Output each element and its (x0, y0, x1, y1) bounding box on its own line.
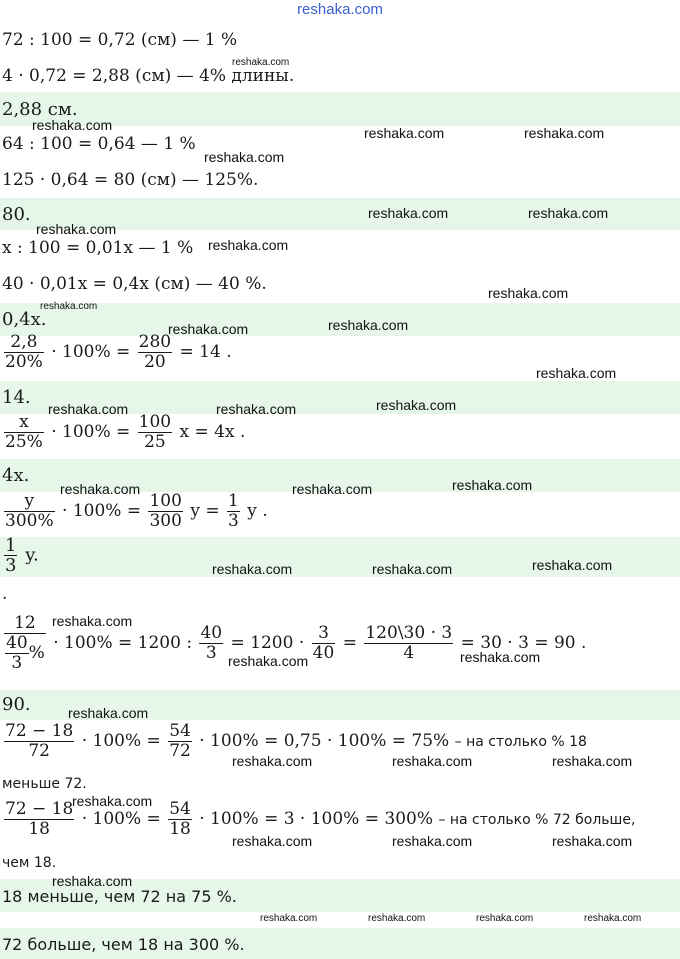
equation-text: = 14 . (179, 342, 232, 362)
solution-line: . (2, 584, 8, 604)
watermark: reshaka.com (584, 913, 642, 924)
fraction (5, 634, 29, 673)
equation-text: · 100% = (81, 809, 161, 829)
answer-line: 80. (2, 204, 31, 225)
equation-note: – на столько % 18 (454, 734, 587, 750)
solution-line: 64 : 100 = 0,64 — 1 % (2, 134, 196, 154)
watermark: reshaka.com (292, 481, 373, 497)
fraction-denominator: 18 (169, 819, 191, 839)
equation-text: y. (25, 544, 39, 566)
watermark: reshaka.com (52, 613, 133, 629)
equation-text: y = (190, 501, 220, 521)
watermark: reshaka.com (376, 397, 457, 413)
fraction-numerator: 100 (138, 412, 172, 432)
watermark: reshaka.com (212, 561, 293, 577)
watermark: reshaka.com (368, 205, 449, 221)
answer-line: 4x. (2, 465, 30, 486)
fraction-numerator: 72 − 18 (5, 799, 74, 819)
equation (2, 413, 245, 452)
fraction (168, 800, 192, 839)
equation-text: · 100% = (81, 731, 161, 751)
fraction-denominator: 3 (205, 643, 217, 663)
watermark: reshaka.com (60, 481, 141, 497)
watermark: reshaka.com (232, 753, 313, 769)
watermark: reshaka.com (392, 833, 473, 849)
fraction (312, 624, 336, 663)
fraction-numerator: 1 (5, 535, 17, 556)
watermark: reshaka.com (528, 205, 609, 221)
fraction-denominator: 20 (144, 352, 166, 372)
watermark: reshaka.com (452, 477, 533, 493)
watermark: reshaka.com (368, 913, 426, 924)
watermark: reshaka.com (72, 793, 153, 809)
solution-line: 40 · 0,01x = 0,4x (см) — 40 %. (2, 274, 267, 294)
fraction (138, 333, 172, 372)
answer-line: 2,88 см. (2, 99, 78, 120)
fraction-numerator: 12 (4, 614, 46, 634)
solution-line: x : 100 = 0,01x — 1 % (2, 238, 194, 258)
answer-line: 72 больше, чем 18 на 300 %. (2, 935, 245, 954)
watermark: reshaka.com (552, 833, 633, 849)
watermark: reshaka.com (52, 873, 133, 889)
fraction-denominator (4, 634, 46, 673)
fraction (4, 333, 44, 372)
equation-text: x = 4x . (179, 422, 246, 442)
fraction-denominator: 3 (228, 511, 239, 531)
equation (2, 492, 268, 531)
site-logo[interactable]: reshaka.com (297, 1, 383, 18)
fraction (4, 800, 74, 839)
fraction-numerator: 100 (149, 491, 182, 511)
fraction-numerator: 280 (138, 332, 172, 352)
fraction-denominator: 18 (28, 819, 50, 839)
equation-text: = (342, 633, 357, 653)
watermark: reshaka.com (48, 401, 129, 417)
fraction-denominator: 4 (403, 643, 415, 663)
answer-line: 90. (2, 694, 31, 715)
solution-line: 72 : 100 = 0,72 (см) — 1 % (2, 30, 238, 50)
watermark: reshaka.com (260, 913, 318, 924)
equation-text: · 100% = (62, 501, 142, 521)
solution-line: меньше 72. (2, 776, 87, 792)
equation-text: · 100% = 1200 : (53, 633, 193, 653)
fraction-numerator: y (4, 492, 55, 512)
fraction-numerator: 120\30 · 3 (365, 623, 453, 643)
equation (2, 333, 232, 372)
fraction (4, 614, 46, 673)
answer-line: 18 меньше, чем 72 на 75 %. (2, 887, 237, 906)
fraction-denominator: 300 (149, 511, 182, 531)
watermark: reshaka.com (208, 237, 289, 253)
solution-line: 4 · 0,72 = 2,88 (см) — 4% длины. (2, 66, 295, 86)
fraction (138, 413, 172, 452)
fraction-denominator: 300% (5, 511, 54, 531)
answer-line: 0,4x. (2, 309, 47, 330)
fraction (4, 413, 44, 452)
watermark: reshaka.com (392, 753, 473, 769)
watermark: reshaka.com (372, 561, 453, 577)
fraction-numerator: 40 (200, 623, 223, 643)
fraction-numerator: 54 (169, 721, 191, 741)
watermark: reshaka.com (532, 557, 613, 573)
percent-sign: % (28, 643, 45, 663)
fraction-numerator: 54 (169, 799, 191, 819)
fraction (168, 722, 192, 761)
watermark: reshaka.com (68, 705, 149, 721)
fraction (364, 624, 453, 663)
fraction-numerator: 3 (312, 624, 336, 644)
fraction (4, 722, 74, 761)
fraction-denominator: 3 (11, 653, 23, 673)
watermark: reshaka.com (36, 221, 117, 237)
fraction-denominator: 25% (5, 432, 43, 452)
watermark: reshaka.com (488, 285, 569, 301)
equation-text: = 30 · 3 = 90 . (460, 633, 587, 653)
solution-line: чем 18. (2, 855, 57, 871)
fraction-numerator: 1 (228, 491, 239, 511)
equation-text: · 100% = 3 · 100% = 300% (199, 809, 433, 829)
fraction (199, 624, 223, 663)
watermark: reshaka.com (32, 117, 113, 133)
watermark: reshaka.com (228, 653, 309, 669)
equation-text: · 100% = (51, 422, 131, 442)
watermark: reshaka.com (168, 321, 249, 337)
answer-line: 14. (2, 387, 31, 408)
watermark: reshaka.com (204, 149, 285, 165)
watermark: reshaka.com (476, 913, 534, 924)
fraction-denominator: 25 (144, 432, 166, 452)
fraction-denominator: 72 (28, 741, 50, 761)
watermark: reshaka.com (524, 125, 605, 141)
watermark: reshaka.com (40, 301, 98, 312)
fraction (227, 492, 240, 531)
fraction-denominator: 20% (5, 352, 43, 372)
fraction-denominator: 40 (312, 643, 335, 663)
equation-text: y . (247, 501, 268, 521)
equation-text: · 100% = (51, 342, 131, 362)
fraction-numerator: 2,8 (4, 333, 44, 353)
watermark: reshaka.com (460, 649, 541, 665)
watermark: reshaka.com (536, 365, 617, 381)
watermark: reshaka.com (232, 833, 313, 849)
fraction-denominator: 3 (5, 555, 17, 576)
watermark: reshaka.com (216, 401, 297, 417)
answer-equation (2, 536, 39, 575)
watermark: reshaka.com (328, 317, 409, 333)
fraction (4, 492, 55, 531)
solution-line: 125 · 0,64 = 80 (см) — 125%. (2, 170, 259, 190)
equation-note: – на столько % 72 больше, (438, 812, 636, 828)
fraction-denominator: 72 (169, 741, 191, 761)
watermark: reshaka.com (364, 125, 445, 141)
fraction-numerator: 72 − 18 (5, 721, 74, 741)
watermark: reshaka.com (552, 753, 633, 769)
equation-text: = 1200 · (230, 633, 305, 653)
fraction (4, 536, 17, 575)
equation-text: · 100% = 0,75 · 100% = 75% (199, 731, 450, 751)
fraction (148, 492, 182, 531)
watermark: reshaka.com (232, 57, 290, 68)
fraction-numerator: 40 (6, 633, 28, 653)
fraction-numerator: x (4, 413, 44, 433)
